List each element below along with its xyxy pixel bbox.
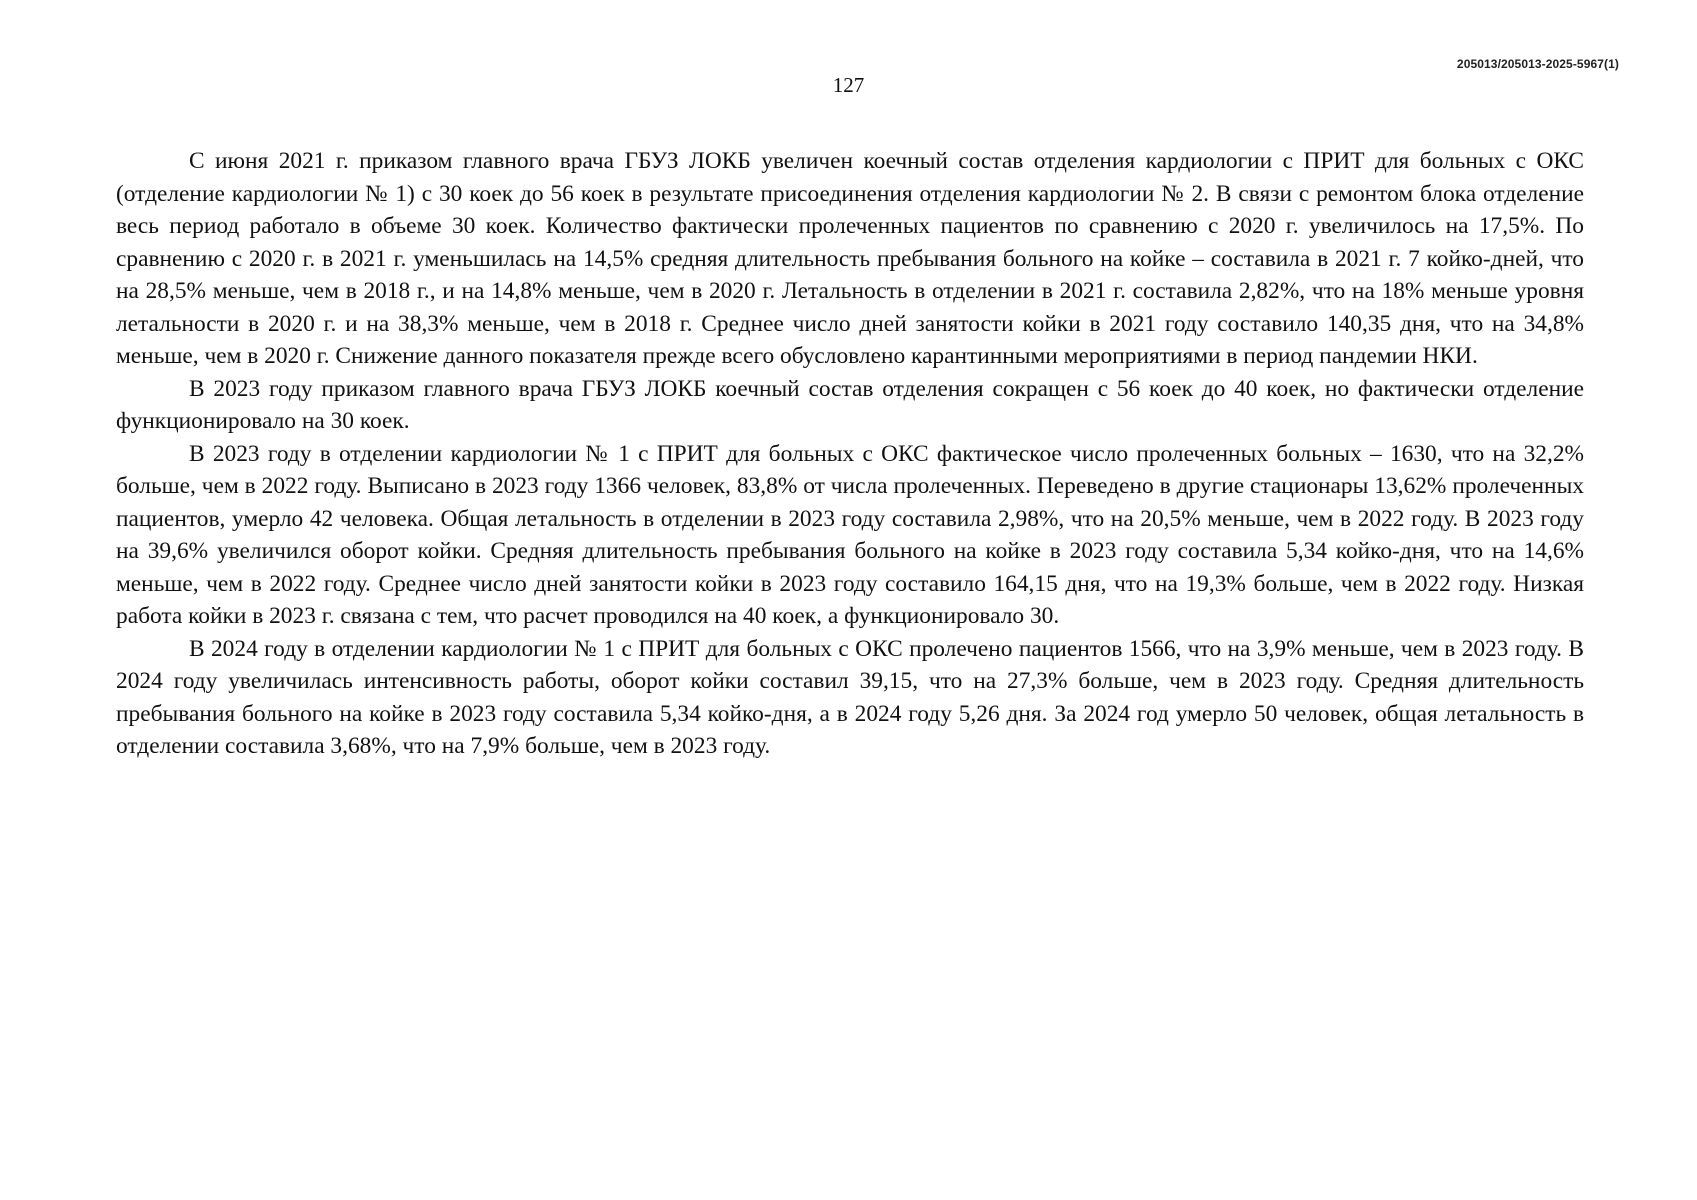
page-number: 127: [832, 73, 865, 97]
paragraph-bed-capacity-2021: С июня 2021 г. приказом главного врача ГБУЗ ЛОКБ увеличен коечный состав отделения кардиологии с ПРИТ для больных с ОКС (отделение кардиологии № 1) с 30 коек до 56 коек в результате присоединения отделения кардиологии № 2. В связи с ремонтом блока отделение весь период работало в объеме 30 коек. Количество фактически пролеченных пациентов по сравнению с 2020 г. увеличилось на 17,5%. По сравнению с 2020 г. в 2021 г. уменьшилась на 14,5% средняя длительность пребывания больного на койке – составила в 2021 г. 7 койко-дней, что на 28,5% меньше, чем в 2018 г., и на 14,8% меньше, чем в 2020 г. Летальность в отделении в 2021 г. составила 2,82%, что на 18% меньше уровня летальности в 2020 г. и на 38,3% меньше, чем в 2018 г. Среднее число дней занятости койки в 2021 году составило 140,35 дня, что на 34,8% меньше, чем в 2020 г. Снижение данного показателя прежде всего обусловлено карантинными мероприятиями в период пандемии НКИ.: [116, 148, 1584, 369]
paragraph-bed-reduction-2023: В 2023 году приказом главного врача ГБУЗ ЛОКБ коечный состав отделения сокращен с 56 коек до 40 коек, но фактически отделение функционировало на 30 коек.: [116, 375, 1584, 434]
paragraph-results-2024: В 2024 году в отделении кардиологии № 1 с ПРИТ для больных с ОКС пролечено пациентов 1566, что на 3,9% меньше, чем в 2023 году. В 2024 году увеличилась интенсивность работы, оборот койки составил 39,15, что на 27,3% больше, чем в 2023 году. Средняя длительность пребывания больного на койке в 2023 году составила 5,34 койко-дня, а в 2024 году 5,26 дня. За 2024 год умерло 50 человек, общая летальность в отделении составила 3,68%, что на 7,9% больше, чем в 2023 году.: [116, 635, 1584, 759]
document-body: [116, 145, 1584, 763]
document-id: 205013/205013-2025-5967(1): [1456, 57, 1619, 71]
paragraph-results-2023: В 2023 году в отделении кардиологии № 1 с ПРИТ для больных с ОКС фактическое число пролеченных больных – 1630, что на 32,2% больше, чем в 2022 году. Выписано в 2023 году 1366 человек, 83,8% от числа пролеченных. Переведено в другие стационары 13,62% пролеченных пациентов, умерло 42 человека. Общая летальность в отделении в 2023 году составила 2,98%, что на 20,5% меньше, чем в 2022 году. В 2023 году на 39,6% увеличился оборот койки. Средняя длительность пребывания больного на койке в 2023 году составила 5,34 койко-дня, что на 14,6% меньше, чем в 2022 году. Среднее число дней занятости койки в 2023 году составило 164,15 дня, что на 19,3% больше, чем в 2022 году. Низкая работа койки в 2023 г. связана с тем, что расчет проводился на 40 коек, а функционировало 30.: [116, 440, 1584, 629]
